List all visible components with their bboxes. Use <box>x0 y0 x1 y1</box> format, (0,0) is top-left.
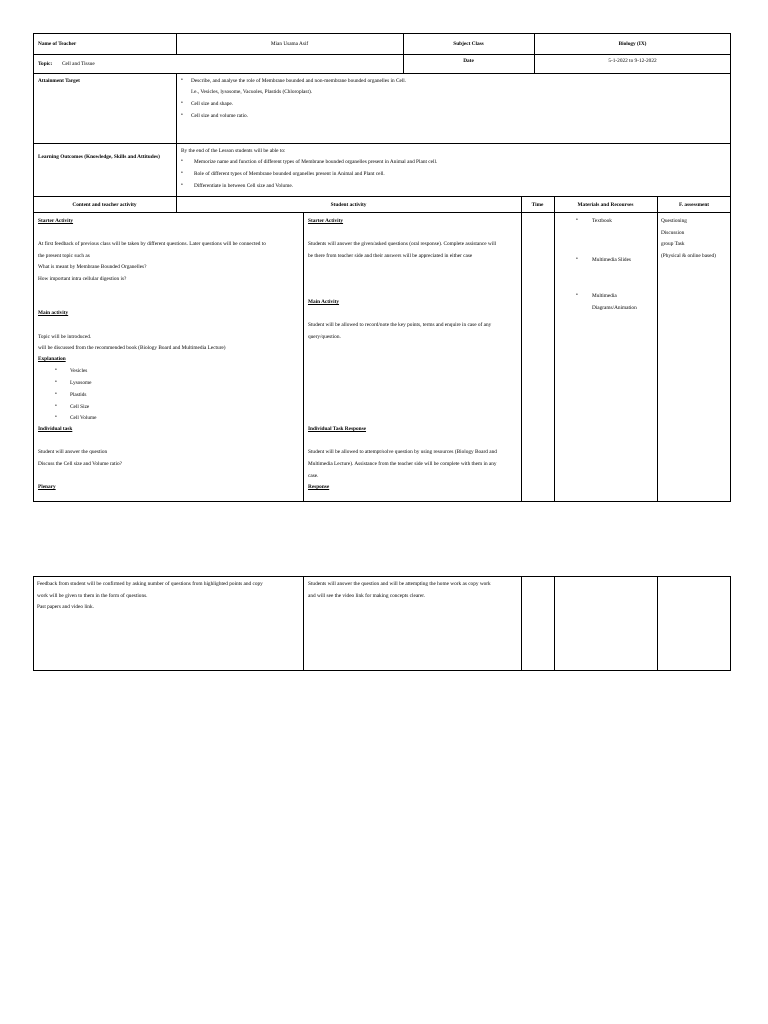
individual-task-text: Student will answer the question <box>38 449 108 455</box>
bullet-icon: • <box>55 379 57 385</box>
subject-label: Subject Class <box>453 41 484 47</box>
col-divider <box>657 196 658 502</box>
assessment-line: group Task <box>661 241 685 247</box>
student-starter-heading: Starter Activity <box>308 218 344 224</box>
col-divider <box>176 73 177 212</box>
attainment-label: Attainment Target <box>38 78 80 84</box>
plenary-teacher-text: Past papers and video link. <box>37 604 94 610</box>
task-response-text: Multimedia Lecture). Assistance from the teacher side will be complete with them in any <box>308 461 497 467</box>
teacher-starter-text: What is meant by Membrane Bounded Organelles? <box>38 264 147 270</box>
bullet-icon: • <box>576 256 578 262</box>
task-response-text: case. <box>308 473 319 479</box>
explanation-item: Lysosome <box>70 380 92 386</box>
date-label: Date <box>463 58 474 64</box>
bullet-icon: • <box>55 403 57 409</box>
outcome-item: Differentiate in between Cell size and Volume. <box>194 183 293 189</box>
outcome-item: Role of different types of Membrane bounded organelles present in Animal and Plant cell. <box>194 171 385 177</box>
col-divider <box>303 212 304 502</box>
date-value: 5-1-2022 to 9-12-2022 <box>608 58 657 64</box>
bullet-icon: • <box>576 217 578 223</box>
material-item-cont: Diagrams/Animation <box>592 305 637 311</box>
plenary-student-text: and will see the video link for making concepts clearer. <box>308 593 426 599</box>
col-divider <box>534 33 535 73</box>
assessment-line: Questioning <box>661 218 687 224</box>
individual-task-heading: Individual task <box>38 426 73 432</box>
col-divider <box>554 576 555 671</box>
bullet-icon: • <box>181 158 183 164</box>
explanation-item: Cell Volume <box>70 415 97 421</box>
plenary-teacher-text: Feedback from student will be confirmed by asking number of questions from highlighted points and copy <box>37 581 263 587</box>
attainment-item: Describe, and analyse the role of Membrane bounded and non-membrane bounded organelles in Cell. <box>191 78 407 84</box>
student-starter-text: be there from teacher side and their answers will be appreciated in either case <box>308 253 473 259</box>
explanation-item: Plastids <box>70 392 87 398</box>
bullet-icon: • <box>55 391 57 397</box>
col-divider <box>521 196 522 502</box>
row-divider <box>33 143 731 144</box>
col-divider <box>657 576 658 671</box>
individual-task-text: Discuss the Cell size and Volume ratio? <box>38 461 122 467</box>
bullet-icon: • <box>55 414 57 420</box>
attainment-item: Cell size and shape. <box>191 101 234 107</box>
plenary-teacher-text: work will be given to them in the form of questions. <box>37 593 148 599</box>
col-header-assessment: F. assessment <box>678 202 710 208</box>
outcomes-label: Learning Outcomes (Knowledge, Skills and Attitudes) <box>38 154 160 160</box>
task-response-heading: Individual Task Response <box>308 426 367 432</box>
col-divider <box>403 33 404 73</box>
col-divider <box>554 196 555 502</box>
material-item: Multimedia <box>592 293 617 299</box>
bullet-icon: • <box>181 100 183 106</box>
teacher-label: Name of Teacher <box>38 41 77 47</box>
explanation-heading: Explanation <box>38 356 66 362</box>
assessment-line: (Physical & online based) <box>661 253 716 259</box>
bullet-icon: • <box>181 112 183 118</box>
bullet-icon: • <box>181 182 183 188</box>
teacher-starter-text: How important intra cellular digestion is? <box>38 276 127 282</box>
assessment-line: Discussion <box>661 230 685 236</box>
teacher-main-text: Topic will be introduced. <box>38 334 92 340</box>
col-divider <box>521 576 522 671</box>
subject-value: Biology (IX) <box>618 41 647 47</box>
attainment-item: Cell size and volume ratio. <box>191 113 248 119</box>
outcome-item: Memorize name and function of different types of Membrane bounded organelles present in Animal and Plant cell. <box>194 159 438 165</box>
explanation-item: Vesicles <box>70 368 88 374</box>
topic-value: Cell and Tissue <box>62 61 95 67</box>
bullet-icon: • <box>55 367 57 373</box>
row-divider <box>33 54 731 55</box>
student-starter-text: Students will answer the given/asked questions (oral response). Complete assistance will <box>308 241 497 247</box>
material-item: Textbook <box>592 218 612 224</box>
teacher-starter-text: At first feedback of previous class will be taken by different questions. Later questions will be connected to <box>38 241 266 247</box>
bullet-icon: • <box>181 170 183 176</box>
material-item: Multimedia Slides <box>592 257 631 263</box>
col-header-materials: Materials and Recourses <box>577 202 634 208</box>
teacher-main-heading: Main activity <box>38 310 69 316</box>
col-header-content: Content and teacher activity <box>72 202 137 208</box>
teacher-starter-text: the present topic such as <box>38 253 90 259</box>
col-header-time: Time <box>531 202 544 208</box>
row-divider <box>33 73 731 74</box>
row-divider <box>33 212 731 213</box>
student-main-text: query/question. <box>308 334 341 340</box>
student-main-heading: Main Activity <box>308 299 340 305</box>
topic-label: Topic: <box>38 61 53 67</box>
col-divider <box>303 576 304 671</box>
continuation-table <box>33 576 731 671</box>
plenary-student-text: Students will answer the question and will be attempting the home work as copy work <box>308 581 491 587</box>
task-response-text: Student will be allowed to attempt/solve question by using resources (Biology Board and <box>308 449 497 455</box>
teacher-starter-heading: Starter Activity <box>38 218 74 224</box>
row-divider <box>33 196 731 197</box>
col-header-student: Student activity <box>330 202 367 208</box>
teacher-main-text: will be discussed from the recommended book (Biology Board and Multimedia Lecture) <box>38 345 226 351</box>
response-heading: Response <box>308 484 330 490</box>
student-main-text: Student will be allowed to record/note the key points, terms and enquire in case of any <box>308 322 492 328</box>
bullet-icon: • <box>576 292 578 298</box>
teacher-name: Mian Usama Asif <box>270 41 309 47</box>
plenary-heading: Plenary <box>38 484 56 490</box>
bullet-icon: • <box>181 77 183 83</box>
attainment-subline: I.e., Vesicles, lysosome, Vacuoles, Plastids (Chloroplast). <box>191 89 313 95</box>
explanation-item: Cell Size <box>70 404 90 410</box>
outcomes-intro: By the end of the Lesson students will be able to: <box>181 148 286 154</box>
